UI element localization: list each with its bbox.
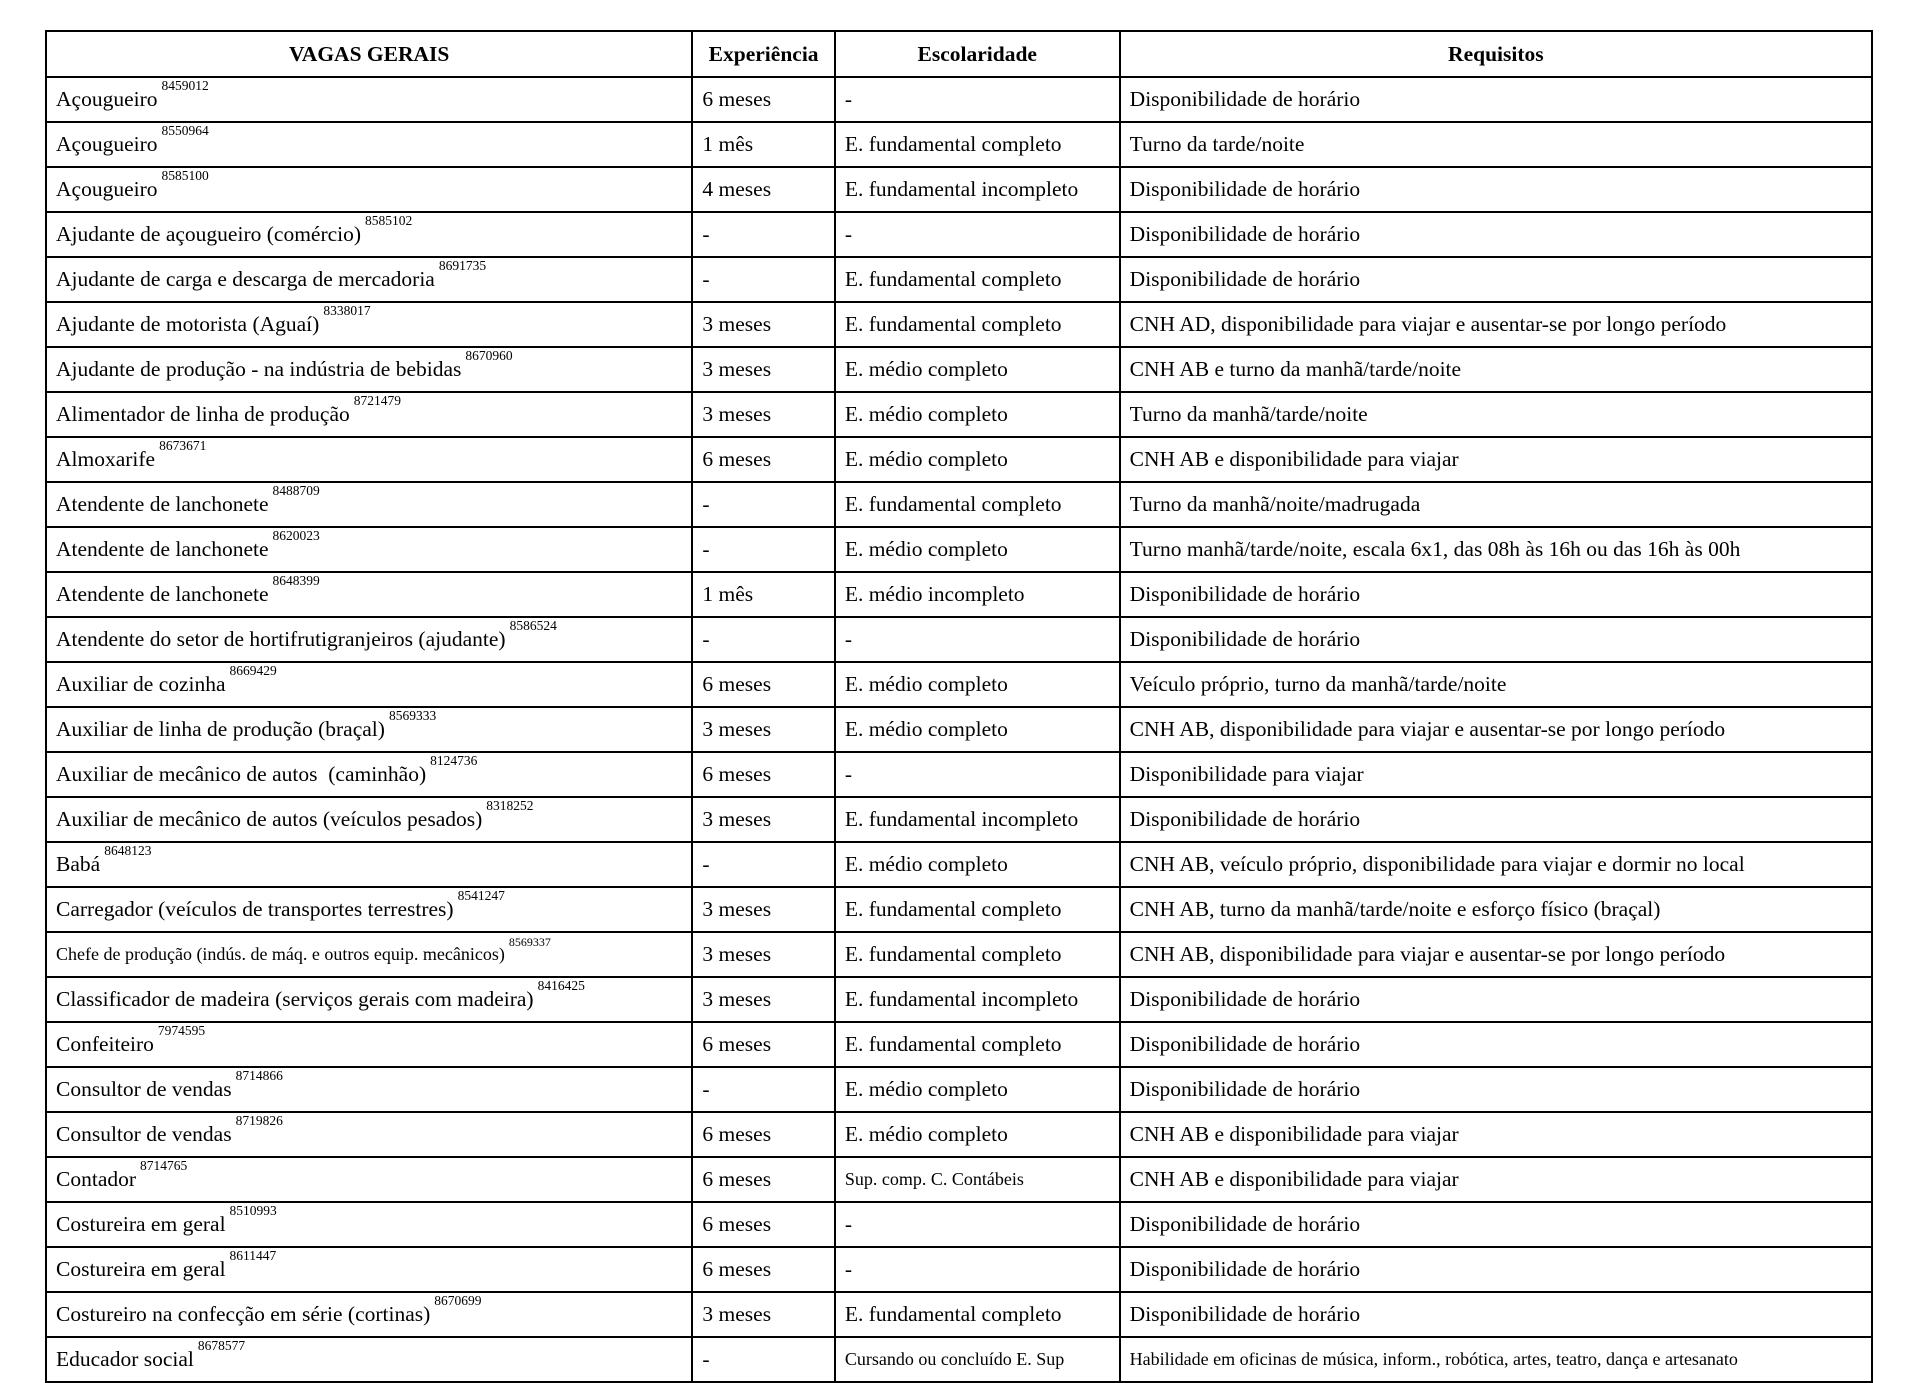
job-title-cell: [46, 302, 692, 347]
education-cell: Sup. comp. C. Contábeis: [835, 1157, 1120, 1202]
education-cell: -: [835, 1247, 1120, 1292]
job-code: 8585100: [161, 168, 209, 184]
experience-cell: 4 meses: [692, 167, 834, 212]
table-row: [46, 617, 1872, 662]
table-row: [46, 212, 1872, 257]
job-title: Costureira em geral: [56, 1257, 226, 1281]
table-row: [46, 707, 1872, 752]
job-code: 8611447: [229, 1248, 277, 1264]
experience-cell: 1 mês: [692, 122, 834, 167]
job-title: Alimentador de linha de produção: [56, 402, 350, 426]
requirements-cell: CNH AB, turno da manhã/tarde/noite e esforço físico (braçal): [1120, 887, 1872, 932]
job-title-cell: [46, 1337, 692, 1382]
job-code: 8318252: [486, 798, 534, 814]
job-title-cell: [46, 707, 692, 752]
job-title-cell: [46, 662, 692, 707]
job-title-cell: [46, 347, 692, 392]
table-header: [46, 31, 1872, 77]
job-code: 8338017: [323, 303, 371, 319]
requirements-cell: Disponibilidade de horário: [1120, 977, 1872, 1022]
job-title-cell: [46, 797, 692, 842]
experience-cell: 6 meses: [692, 752, 834, 797]
experience-cell: 3 meses: [692, 707, 834, 752]
job-title: Açougueiro: [56, 177, 158, 201]
table-row: [46, 1112, 1872, 1157]
table-row: [46, 1337, 1872, 1382]
requirements-cell: CNH AB e disponibilidade para viajar: [1120, 1112, 1872, 1157]
job-code: 8670960: [465, 348, 513, 364]
table-row: [46, 662, 1872, 707]
education-cell: E. fundamental completo: [835, 302, 1120, 347]
job-code: 8648123: [104, 843, 152, 859]
experience-cell: 3 meses: [692, 1292, 834, 1337]
experience-cell: -: [692, 617, 834, 662]
experience-cell: 3 meses: [692, 932, 834, 977]
job-title-cell: [46, 482, 692, 527]
job-title: Costureiro na confecção em série (cortinas): [56, 1302, 431, 1326]
table-row: [46, 392, 1872, 437]
job-code: 8648399: [272, 573, 320, 589]
table-row: [46, 167, 1872, 212]
education-cell: E. médio completo: [835, 437, 1120, 482]
requirements-cell: Habilidade em oficinas de música, inform., robótica, artes, teatro, dança e artesanato: [1120, 1337, 1872, 1382]
requirements-cell: CNH AB e disponibilidade para viajar: [1120, 437, 1872, 482]
job-title-cell: [46, 932, 692, 977]
job-code: 8691735: [438, 258, 487, 274]
experience-cell: -: [692, 1067, 834, 1112]
job-title: Auxiliar de linha de produção (braçal): [56, 717, 385, 741]
experience-cell: 6 meses: [692, 662, 834, 707]
job-title-cell: [46, 1067, 692, 1112]
job-title: Costureira em geral: [56, 1212, 226, 1236]
job-title-cell: [46, 887, 692, 932]
education-cell: E. médio completo: [835, 392, 1120, 437]
education-cell: -: [835, 1202, 1120, 1247]
table-row: [46, 1292, 1872, 1337]
job-title: Babá: [56, 852, 101, 876]
requirements-cell: Disponibilidade de horário: [1120, 1022, 1872, 1067]
table-row: [46, 1067, 1872, 1112]
experience-cell: 3 meses: [692, 392, 834, 437]
job-title: Educador social: [56, 1347, 194, 1371]
job-code: 7974595: [157, 1023, 206, 1039]
table-row: [46, 1157, 1872, 1202]
education-cell: E. médio completo: [835, 347, 1120, 392]
requirements-cell: Disponibilidade de horário: [1120, 1247, 1872, 1292]
job-code: 8510993: [229, 1203, 277, 1219]
requirements-cell: Disponibilidade para viajar: [1120, 752, 1872, 797]
requirements-cell: CNH AD, disponibilidade para viajar e ausentar-se por longo período: [1120, 302, 1872, 347]
job-title-cell: [46, 1247, 692, 1292]
table-row: [46, 527, 1872, 572]
job-code: 8670699: [434, 1293, 482, 1309]
job-title-cell: [46, 572, 692, 617]
requirements-cell: Disponibilidade de horário: [1120, 257, 1872, 302]
header-row: [46, 31, 1872, 77]
education-cell: E. fundamental completo: [835, 932, 1120, 977]
job-code: 8678577: [197, 1338, 246, 1354]
job-code: 8416425: [537, 978, 585, 994]
header-requisitos: Requisitos: [1120, 31, 1872, 77]
job-code: 8721479: [353, 393, 401, 409]
job-title: Contador: [56, 1167, 137, 1191]
job-title: Chefe de produção (indús. de máq. e outros equip. mecânicos): [56, 944, 505, 964]
education-cell: E. fundamental completo: [835, 1022, 1120, 1067]
requirements-cell: Disponibilidade de horário: [1120, 797, 1872, 842]
experience-cell: 6 meses: [692, 1112, 834, 1157]
table-body: [46, 77, 1872, 1382]
table-row: [46, 122, 1872, 167]
job-code: 8569333: [388, 708, 437, 724]
job-title-cell: [46, 527, 692, 572]
education-cell: E. médio completo: [835, 842, 1120, 887]
table-row: [46, 482, 1872, 527]
experience-cell: 1 mês: [692, 572, 834, 617]
job-code: 8586524: [509, 618, 557, 634]
table-row: [46, 572, 1872, 617]
experience-cell: 6 meses: [692, 1157, 834, 1202]
experience-cell: 3 meses: [692, 887, 834, 932]
experience-cell: 6 meses: [692, 1022, 834, 1067]
job-title-cell: [46, 842, 692, 887]
requirements-cell: Disponibilidade de horário: [1120, 77, 1872, 122]
job-title: Classificador de madeira (serviços gerais com madeira): [56, 987, 534, 1011]
job-title: Consultor de vendas: [56, 1077, 232, 1101]
job-code: 8585102: [365, 213, 413, 229]
job-code: 8569337: [508, 935, 551, 950]
requirements-cell: Turno da tarde/noite: [1120, 122, 1872, 167]
job-title-cell: [46, 392, 692, 437]
table-row: [46, 887, 1872, 932]
vacancies-table-container: [45, 30, 1873, 1383]
education-cell: -: [835, 752, 1120, 797]
job-title: Atendente de lanchonete: [56, 537, 269, 561]
table-row: [46, 1022, 1872, 1067]
education-cell: E. fundamental completo: [835, 122, 1120, 167]
experience-cell: 3 meses: [692, 977, 834, 1022]
job-title: Atendente do setor de hortifrutigranjeiros (ajudante): [56, 627, 506, 651]
job-code: 8488709: [272, 483, 320, 499]
job-title-cell: [46, 752, 692, 797]
requirements-cell: Turno da manhã/tarde/noite: [1120, 392, 1872, 437]
education-cell: E. médio completo: [835, 1112, 1120, 1157]
education-cell: E. médio completo: [835, 527, 1120, 572]
experience-cell: 6 meses: [692, 1202, 834, 1247]
education-cell: E. fundamental incompleto: [835, 167, 1120, 212]
header-experiencia: Experiência: [692, 31, 834, 77]
table-row: [46, 932, 1872, 977]
job-code: 8719826: [235, 1113, 283, 1129]
requirements-cell: Turno da manhã/noite/madrugada: [1120, 482, 1872, 527]
job-code: 8124736: [430, 753, 478, 769]
vacancies-table: [45, 30, 1873, 1383]
header-vagas-gerais: VAGAS GERAIS: [46, 31, 692, 77]
job-title-cell: [46, 1022, 692, 1067]
education-cell: -: [835, 77, 1120, 122]
experience-cell: 6 meses: [692, 77, 834, 122]
job-code: 8459012: [161, 78, 209, 94]
job-title-cell: [46, 257, 692, 302]
job-title-cell: [46, 167, 692, 212]
job-title-cell: [46, 212, 692, 257]
table-row: [46, 257, 1872, 302]
requirements-cell: CNH AB, veículo próprio, disponibilidade para viajar e dormir no local: [1120, 842, 1872, 887]
experience-cell: 6 meses: [692, 1247, 834, 1292]
requirements-cell: Disponibilidade de horário: [1120, 1067, 1872, 1112]
job-code: 8673671: [159, 438, 207, 454]
requirements-cell: Disponibilidade de horário: [1120, 1292, 1872, 1337]
experience-cell: 3 meses: [692, 797, 834, 842]
table-row: [46, 842, 1872, 887]
education-cell: Cursando ou concluído E. Sup: [835, 1337, 1120, 1382]
table-row: [46, 347, 1872, 392]
education-cell: E. fundamental completo: [835, 887, 1120, 932]
job-title: Carregador (veículos de transportes terrestres): [56, 897, 454, 921]
table-row: [46, 77, 1872, 122]
job-title-cell: [46, 437, 692, 482]
job-title-cell: [46, 977, 692, 1022]
education-cell: E. médio completo: [835, 707, 1120, 752]
table-row: [46, 302, 1872, 347]
education-cell: E. fundamental completo: [835, 1292, 1120, 1337]
education-cell: E. médio completo: [835, 1067, 1120, 1112]
experience-cell: -: [692, 527, 834, 572]
job-title-cell: [46, 1112, 692, 1157]
table-row: [46, 977, 1872, 1022]
education-cell: E. médio completo: [835, 662, 1120, 707]
job-title: Ajudante de motorista (Aguaí): [56, 312, 320, 336]
job-title: Ajudante de carga e descarga de mercadoria: [56, 267, 435, 291]
job-title-cell: [46, 1202, 692, 1247]
job-title: Ajudante de açougueiro (comércio): [56, 222, 362, 246]
job-title: Auxiliar de cozinha: [56, 672, 226, 696]
table-row: [46, 797, 1872, 842]
education-cell: E. fundamental completo: [835, 257, 1120, 302]
job-title-cell: [46, 1157, 692, 1202]
job-title: Ajudante de produção - na indústria de bebidas: [56, 357, 462, 381]
education-cell: E. fundamental incompleto: [835, 977, 1120, 1022]
experience-cell: 6 meses: [692, 437, 834, 482]
table-row: [46, 1202, 1872, 1247]
experience-cell: -: [692, 482, 834, 527]
job-code: 8620023: [272, 528, 320, 544]
requirements-cell: Disponibilidade de horário: [1120, 617, 1872, 662]
experience-cell: -: [692, 842, 834, 887]
experience-cell: -: [692, 1337, 834, 1382]
requirements-cell: Disponibilidade de horário: [1120, 212, 1872, 257]
requirements-cell: Disponibilidade de horário: [1120, 1202, 1872, 1247]
job-code: 8550964: [161, 123, 209, 139]
requirements-cell: CNH AB, disponibilidade para viajar e ausentar-se por longo período: [1120, 932, 1872, 977]
job-code: 8714765: [140, 1158, 188, 1174]
job-code: 8669429: [229, 663, 277, 679]
job-title: Atendente de lanchonete: [56, 492, 269, 516]
requirements-cell: Disponibilidade de horário: [1120, 572, 1872, 617]
job-title-cell: [46, 77, 692, 122]
job-code: 8714866: [235, 1068, 283, 1084]
requirements-cell: CNH AB e turno da manhã/tarde/noite: [1120, 347, 1872, 392]
table-row: [46, 1247, 1872, 1292]
job-title-cell: [46, 122, 692, 167]
education-cell: -: [835, 617, 1120, 662]
job-title: Açougueiro: [56, 132, 158, 156]
requirements-cell: Veículo próprio, turno da manhã/tarde/noite: [1120, 662, 1872, 707]
experience-cell: -: [692, 257, 834, 302]
experience-cell: 3 meses: [692, 347, 834, 392]
job-title: Atendente de lanchonete: [56, 582, 269, 606]
table-row: [46, 437, 1872, 482]
education-cell: E. fundamental completo: [835, 482, 1120, 527]
job-title: Açougueiro: [56, 87, 158, 111]
header-escolaridade: Escolaridade: [835, 31, 1120, 77]
job-title: Confeiteiro: [56, 1032, 154, 1056]
requirements-cell: Disponibilidade de horário: [1120, 167, 1872, 212]
experience-cell: -: [692, 212, 834, 257]
requirements-cell: Turno manhã/tarde/noite, escala 6x1, das 08h às 16h ou das 16h às 00h: [1120, 527, 1872, 572]
requirements-cell: CNH AB e disponibilidade para viajar: [1120, 1157, 1872, 1202]
education-cell: -: [835, 212, 1120, 257]
job-title: Almoxarife: [56, 447, 156, 471]
job-title-cell: [46, 617, 692, 662]
table-row: [46, 752, 1872, 797]
job-title-cell: [46, 1292, 692, 1337]
job-code: 8541247: [457, 888, 505, 904]
job-title: Consultor de vendas: [56, 1122, 232, 1146]
education-cell: E. médio incompleto: [835, 572, 1120, 617]
education-cell: E. fundamental incompleto: [835, 797, 1120, 842]
experience-cell: 3 meses: [692, 302, 834, 347]
job-title: Auxiliar de mecânico de autos (veículos pesados): [56, 807, 483, 831]
job-title: Auxiliar de mecânico de autos (caminhão): [56, 762, 427, 786]
requirements-cell: CNH AB, disponibilidade para viajar e ausentar-se por longo período: [1120, 707, 1872, 752]
